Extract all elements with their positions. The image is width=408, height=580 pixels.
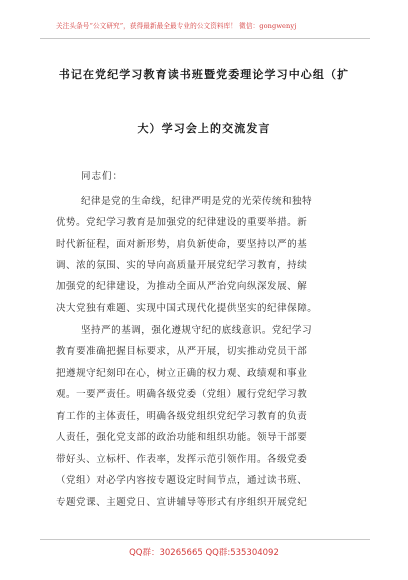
body-line: 决大党独有难题、实现中国式现代化提供坚实的纪律保障。 — [56, 303, 318, 314]
body-line: 人责任，强化党支部的政治功能和组织功能。领导干部要 — [56, 432, 308, 443]
header-promo-text: 关注头条号“公文研究”，获得最新最全最专业的公文资料库！ 微信：gongwenyj — [56, 22, 297, 30]
body-line: 带好头、立标杆、作表率，发挥示范引领作用。各级党委 — [56, 454, 308, 465]
body-line: 教育要准确把握目标要求，从严开展，切实推动党员干部 — [56, 346, 308, 357]
salutation: 同志们： — [81, 171, 124, 182]
body-line: （党组）对必学内容按专题设定时间节点，通过读书班、 — [56, 475, 308, 486]
document-title-line-2: 大）学习会上的交流发言 — [137, 122, 271, 135]
body-line: 调、浓的氛围、实的导向高质量开展党纪学习教育，持续 — [56, 260, 308, 271]
body-line: 纪律是党的生命线，纪律严明是党的光荣传统和独特 — [81, 196, 313, 207]
body-line: 育工作的主体责任，明确各级党组织党纪学习教育的负责 — [56, 411, 308, 422]
body-line: 加强党的纪律建设，为推动全面从严治党向纵深发展、解 — [56, 281, 308, 292]
body-line: 观。一要严责任。明确各级党委（党组）履行党纪学习教 — [56, 389, 308, 400]
body-line: 专题党课、主题党日、宣讲辅导等形式有序组织开展党纪 — [56, 497, 308, 508]
body-line: 把遵规守纪刻印在心，树立正确的权力观、政绩观和事业 — [56, 368, 308, 379]
document-title-line-1: 书记在党纪学习教育读书班暨党委理论学习中心组（扩 — [58, 68, 350, 81]
body-line: 时代新征程，面对新形势，肩负新使命，要坚持以严的基 — [56, 239, 308, 250]
body-line: 优势。党纪学习教育是加强党的纪律建设的重要举措。新 — [56, 217, 308, 228]
body-line: 坚持严的基调，强化遵规守纪的底线意识。党纪学习 — [81, 325, 313, 336]
footer-qq-groups: QQ群：30265665 QQ群:535304092 — [129, 548, 279, 558]
